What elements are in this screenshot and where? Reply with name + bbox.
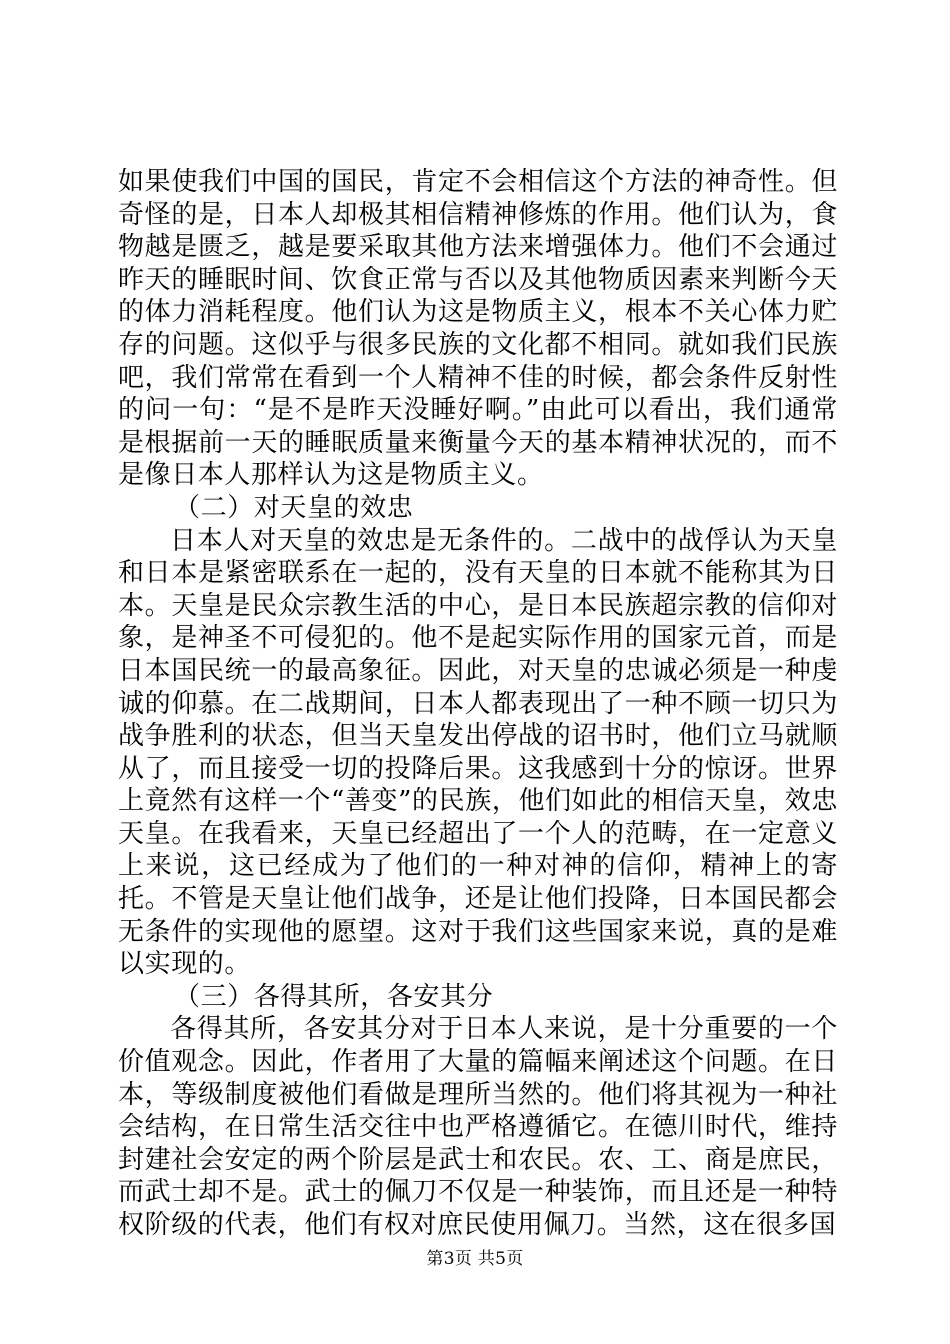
- document-body: [118, 166, 838, 1242]
- paragraph-proper-station: 各得其所，各安其分对于日本人来说，是十分重要的一个价值观念。因此，作者用了大量的篇幅来阐述这个问题。在日本，等级制度被他们看做是理所当然的。他们将其视为一种社会结构，在日常生活交往中也严格遵循它。在德川时代，维持封建社会安定的两个阶层是武士和农民。农、工、商是庶民，而武士却不是。武士的佩刀不仅是一种装饰，而且还是一种特权阶级的代表，他们有权对庶民使用佩刀。当然，这在很多国: [118, 1014, 838, 1240]
- paragraph-sleep-spirit: 如果使我们中国的国民，肯定不会相信这个方法的神奇性。但奇怪的是，日本人却极其相信精神修炼的作用。他们认为，食物越是匮乏，越是要采取其他方法来增强体力。他们不会通过昨天的睡眠时间、饮食正常与否以及其他物质因素来判断今天的体力消耗程度。他们认为这是物质主义，根本不关心体力贮存的问题。这似乎与很多民族的文化都不相同。就如我们民族吧，我们常常在看到一个人精神不佳的时候，都会条件反射性的问一句：“是不是昨天没睡好啊。”由此可以看出，我们通常是根据前一天的睡眠质量来衡量今天的基本精神状况的，而不是像日本人那样认为这是物质主义。: [118, 167, 838, 491]
- paragraph-emperor-loyalty: 日本人对天皇的效忠是无条件的。二战中的战俘认为天皇和日本是紧密联系在一起的，没有天皇的日本就不能称其为日本。天皇是民众宗教生活的中心，是日本民族超宗教的信仰对象，是神圣不可侵犯的。他不是起实际作用的国家元首，而是日本国民统一的最高象征。因此，对天皇的忠诚必须是一种虔诚的仰慕。在二战期间，日本人都表现出了一种不顾一切只为战争胜利的状态，但当天皇发出停战的诏书时，他们立马就顺从了，而且接受一切的投降后果。这我感到十分的惊讶。世界上竟然有这样一个“善变”的民族，他们如此的相信天皇，效忠天皇。在我看来，天皇已经超出了一个人的范畴，在一定意义上来说，这已经成为了他们的一种对神的信仰，精神上的寄托。不管是天皇让他们战争，还是让他们投降，日本国民都会无条件的实现他的愿望。这对于我们这些国家来说，真的是难以实现的。: [118, 525, 838, 980]
- section-heading-proper-station: （三）各得其所，各安其分: [174, 981, 494, 1012]
- page-number-footer: 第3页 共5页: [426, 1249, 524, 1269]
- section-heading-emperor-loyalty: （二）对天皇的效忠: [174, 492, 414, 523]
